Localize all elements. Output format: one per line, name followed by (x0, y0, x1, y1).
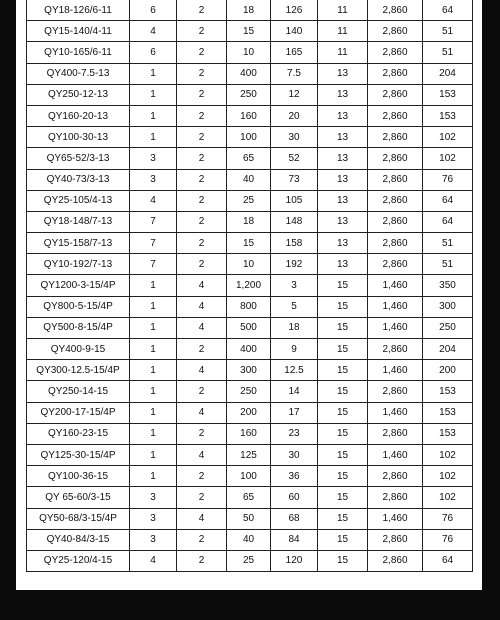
cell-outlet: 51 (423, 42, 473, 63)
cell-head: 165 (271, 42, 318, 63)
table-row (27, 254, 473, 275)
cell-power: 13 (318, 127, 368, 148)
cell-speed: 1,460 (368, 508, 423, 529)
cell-stages: 3 (130, 169, 177, 190)
cell-model: QY25-105/4-13 (27, 190, 130, 211)
table-row (27, 339, 473, 360)
table-row (27, 529, 473, 550)
cell-stages: 1 (130, 296, 177, 317)
cell-flow: 500 (227, 317, 271, 338)
table-row (27, 169, 473, 190)
cell-poles: 2 (177, 21, 227, 42)
cell-poles: 2 (177, 105, 227, 126)
cell-speed: 2,860 (368, 84, 423, 105)
cell-outlet: 76 (423, 529, 473, 550)
cell-power: 15 (318, 360, 368, 381)
bottom-background (0, 590, 500, 620)
cell-stages: 1 (130, 381, 177, 402)
cell-head: 3 (271, 275, 318, 296)
cell-head: 158 (271, 233, 318, 254)
cell-power: 11 (318, 42, 368, 63)
cell-speed: 2,860 (368, 529, 423, 550)
table-row (27, 275, 473, 296)
cell-outlet: 102 (423, 444, 473, 465)
cell-head: 84 (271, 529, 318, 550)
cell-outlet: 51 (423, 233, 473, 254)
cell-speed: 2,860 (368, 63, 423, 84)
cell-outlet: 76 (423, 508, 473, 529)
cell-flow: 800 (227, 296, 271, 317)
cell-power: 13 (318, 254, 368, 275)
cell-stages: 4 (130, 190, 177, 211)
cell-flow: 250 (227, 84, 271, 105)
cell-poles: 2 (177, 466, 227, 487)
cell-stages: 1 (130, 466, 177, 487)
cell-poles: 2 (177, 169, 227, 190)
table-row (27, 402, 473, 423)
cell-outlet: 204 (423, 339, 473, 360)
cell-head: 52 (271, 148, 318, 169)
cell-flow: 50 (227, 508, 271, 529)
cell-outlet: 51 (423, 21, 473, 42)
cell-power: 15 (318, 423, 368, 444)
cell-power: 15 (318, 296, 368, 317)
cell-power: 13 (318, 84, 368, 105)
table-row (27, 0, 473, 21)
table-row (27, 508, 473, 529)
cell-speed: 2,860 (368, 233, 423, 254)
cell-flow: 15 (227, 233, 271, 254)
cell-outlet: 64 (423, 190, 473, 211)
cell-head: 30 (271, 444, 318, 465)
cell-speed: 2,860 (368, 211, 423, 232)
cell-power: 15 (318, 317, 368, 338)
cell-model: QY250-12-13 (27, 84, 130, 105)
cell-head: 120 (271, 550, 318, 571)
cell-power: 11 (318, 21, 368, 42)
cell-head: 9 (271, 339, 318, 360)
cell-outlet: 76 (423, 169, 473, 190)
table-row (27, 63, 473, 84)
cell-model: QY400-7.5-13 (27, 63, 130, 84)
cell-model: QY300-12.5-15/4P (27, 360, 130, 381)
table-row (27, 148, 473, 169)
cell-poles: 2 (177, 550, 227, 571)
cell-power: 13 (318, 63, 368, 84)
cell-model: QY40-73/3-13 (27, 169, 130, 190)
cell-stages: 7 (130, 254, 177, 275)
cell-head: 23 (271, 423, 318, 444)
cell-outlet: 200 (423, 360, 473, 381)
cell-outlet: 102 (423, 487, 473, 508)
cell-model: QY100-36-15 (27, 466, 130, 487)
cell-flow: 200 (227, 402, 271, 423)
cell-poles: 4 (177, 317, 227, 338)
cell-head: 18 (271, 317, 318, 338)
cell-power: 13 (318, 190, 368, 211)
cell-stages: 7 (130, 211, 177, 232)
cell-head: 192 (271, 254, 318, 275)
cell-speed: 2,860 (368, 21, 423, 42)
cell-power: 15 (318, 466, 368, 487)
cell-outlet: 64 (423, 550, 473, 571)
table-row (27, 190, 473, 211)
cell-speed: 2,860 (368, 487, 423, 508)
table-row (27, 127, 473, 148)
cell-model: QY1200-3-15/4P (27, 275, 130, 296)
cell-outlet: 51 (423, 254, 473, 275)
table-row (27, 444, 473, 465)
cell-poles: 2 (177, 487, 227, 508)
cell-poles: 4 (177, 402, 227, 423)
cell-power: 15 (318, 275, 368, 296)
cell-speed: 2,860 (368, 190, 423, 211)
cell-model: QY160-23-15 (27, 423, 130, 444)
cell-speed: 2,860 (368, 339, 423, 360)
cell-model: QY500-8-15/4P (27, 317, 130, 338)
cell-model: QY25-120/4-15 (27, 550, 130, 571)
cell-head: 5 (271, 296, 318, 317)
table-row (27, 381, 473, 402)
cell-stages: 1 (130, 423, 177, 444)
cell-model: QY800-5-15/4P (27, 296, 130, 317)
cell-outlet: 102 (423, 127, 473, 148)
cell-poles: 2 (177, 381, 227, 402)
table-row (27, 21, 473, 42)
cell-poles: 2 (177, 233, 227, 254)
cell-speed: 2,860 (368, 423, 423, 444)
cell-poles: 4 (177, 508, 227, 529)
cell-head: 12.5 (271, 360, 318, 381)
cell-speed: 2,860 (368, 127, 423, 148)
cell-outlet: 102 (423, 148, 473, 169)
table-row (27, 487, 473, 508)
cell-head: 73 (271, 169, 318, 190)
cell-power: 11 (318, 0, 368, 21)
cell-head: 36 (271, 466, 318, 487)
cell-stages: 1 (130, 84, 177, 105)
cell-stages: 1 (130, 275, 177, 296)
cell-head: 20 (271, 105, 318, 126)
cell-power: 15 (318, 444, 368, 465)
table-row (27, 550, 473, 571)
cell-power: 13 (318, 169, 368, 190)
cell-outlet: 153 (423, 105, 473, 126)
cell-flow: 160 (227, 423, 271, 444)
cell-poles: 4 (177, 275, 227, 296)
cell-flow: 160 (227, 105, 271, 126)
cell-poles: 4 (177, 444, 227, 465)
cell-flow: 300 (227, 360, 271, 381)
cell-stages: 3 (130, 148, 177, 169)
cell-poles: 2 (177, 42, 227, 63)
cell-head: 148 (271, 211, 318, 232)
cell-head: 140 (271, 21, 318, 42)
cell-head: 30 (271, 127, 318, 148)
cell-stages: 1 (130, 402, 177, 423)
cell-head: 68 (271, 508, 318, 529)
cell-stages: 1 (130, 360, 177, 381)
cell-poles: 2 (177, 211, 227, 232)
cell-outlet: 250 (423, 317, 473, 338)
cell-speed: 1,460 (368, 275, 423, 296)
cell-outlet: 102 (423, 466, 473, 487)
cell-outlet: 153 (423, 381, 473, 402)
cell-head: 14 (271, 381, 318, 402)
cell-model: QY160-20-13 (27, 105, 130, 126)
cell-head: 60 (271, 487, 318, 508)
table-row (27, 42, 473, 63)
cell-poles: 2 (177, 127, 227, 148)
table-row (27, 84, 473, 105)
cell-poles: 2 (177, 529, 227, 550)
cell-stages: 1 (130, 444, 177, 465)
cell-flow: 1,200 (227, 275, 271, 296)
cell-head: 12 (271, 84, 318, 105)
cell-flow: 10 (227, 254, 271, 275)
table-row (27, 211, 473, 232)
cell-model: QY65-52/3-13 (27, 148, 130, 169)
cell-model: QY15-158/7-13 (27, 233, 130, 254)
cell-flow: 250 (227, 381, 271, 402)
cell-model: QY100-30-13 (27, 127, 130, 148)
cell-power: 15 (318, 339, 368, 360)
cell-speed: 2,860 (368, 254, 423, 275)
cell-power: 15 (318, 381, 368, 402)
cell-outlet: 300 (423, 296, 473, 317)
cell-flow: 125 (227, 444, 271, 465)
cell-outlet: 350 (423, 275, 473, 296)
cell-poles: 4 (177, 296, 227, 317)
cell-speed: 1,460 (368, 317, 423, 338)
table-row (27, 296, 473, 317)
cell-stages: 4 (130, 21, 177, 42)
cell-outlet: 204 (423, 63, 473, 84)
cell-outlet: 64 (423, 211, 473, 232)
cell-flow: 40 (227, 169, 271, 190)
cell-power: 15 (318, 508, 368, 529)
cell-model: QY10-192/7-13 (27, 254, 130, 275)
spec-sheet (16, 0, 482, 590)
cell-stages: 4 (130, 550, 177, 571)
pump-spec-table (26, 0, 473, 572)
table-row (27, 360, 473, 381)
cell-flow: 400 (227, 63, 271, 84)
cell-outlet: 64 (423, 0, 473, 21)
cell-model: QY40-84/3-15 (27, 529, 130, 550)
cell-flow: 10 (227, 42, 271, 63)
cell-speed: 2,860 (368, 105, 423, 126)
cell-outlet: 153 (423, 423, 473, 444)
cell-power: 15 (318, 402, 368, 423)
cell-speed: 1,460 (368, 402, 423, 423)
cell-model: QY 65-60/3-15 (27, 487, 130, 508)
cell-speed: 2,860 (368, 42, 423, 63)
cell-speed: 2,860 (368, 169, 423, 190)
cell-poles: 2 (177, 63, 227, 84)
cell-power: 15 (318, 487, 368, 508)
cell-poles: 2 (177, 254, 227, 275)
cell-flow: 100 (227, 466, 271, 487)
cell-stages: 3 (130, 508, 177, 529)
cell-speed: 2,860 (368, 148, 423, 169)
cell-flow: 65 (227, 148, 271, 169)
cell-model: QY125-30-15/4P (27, 444, 130, 465)
cell-model: QY50-68/3-15/4P (27, 508, 130, 529)
table-row (27, 317, 473, 338)
cell-power: 13 (318, 148, 368, 169)
cell-flow: 15 (227, 21, 271, 42)
cell-power: 15 (318, 550, 368, 571)
cell-poles: 2 (177, 84, 227, 105)
cell-flow: 25 (227, 190, 271, 211)
cell-head: 7.5 (271, 63, 318, 84)
cell-power: 13 (318, 233, 368, 254)
cell-flow: 65 (227, 487, 271, 508)
cell-stages: 1 (130, 63, 177, 84)
table-row (27, 423, 473, 444)
cell-flow: 18 (227, 0, 271, 21)
cell-flow: 40 (227, 529, 271, 550)
cell-power: 15 (318, 529, 368, 550)
cell-model: QY250-14-15 (27, 381, 130, 402)
cell-power: 13 (318, 105, 368, 126)
cell-stages: 6 (130, 42, 177, 63)
cell-poles: 2 (177, 190, 227, 211)
table-row (27, 466, 473, 487)
cell-flow: 400 (227, 339, 271, 360)
cell-stages: 1 (130, 339, 177, 360)
cell-speed: 2,860 (368, 466, 423, 487)
cell-speed: 1,460 (368, 360, 423, 381)
cell-head: 126 (271, 0, 318, 21)
table-row (27, 233, 473, 254)
cell-flow: 100 (227, 127, 271, 148)
cell-poles: 2 (177, 148, 227, 169)
cell-outlet: 153 (423, 84, 473, 105)
cell-model: QY18-148/7-13 (27, 211, 130, 232)
cell-speed: 2,860 (368, 550, 423, 571)
cell-model: QY18-126/6-11 (27, 0, 130, 21)
cell-speed: 1,460 (368, 296, 423, 317)
cell-stages: 1 (130, 127, 177, 148)
cell-speed: 2,860 (368, 381, 423, 402)
cell-stages: 1 (130, 317, 177, 338)
cell-power: 13 (318, 211, 368, 232)
cell-model: QY200-17-15/4P (27, 402, 130, 423)
cell-poles: 2 (177, 423, 227, 444)
cell-flow: 25 (227, 550, 271, 571)
cell-head: 105 (271, 190, 318, 211)
table-body (27, 0, 473, 572)
cell-flow: 18 (227, 211, 271, 232)
cell-stages: 3 (130, 529, 177, 550)
cell-poles: 2 (177, 0, 227, 21)
cell-outlet: 153 (423, 402, 473, 423)
cell-head: 17 (271, 402, 318, 423)
cell-stages: 1 (130, 105, 177, 126)
cell-stages: 7 (130, 233, 177, 254)
cell-poles: 2 (177, 339, 227, 360)
cell-speed: 1,460 (368, 444, 423, 465)
cell-speed: 2,860 (368, 0, 423, 21)
cell-stages: 3 (130, 487, 177, 508)
cell-model: QY10-165/6-11 (27, 42, 130, 63)
cell-model: QY400-9-15 (27, 339, 130, 360)
cell-stages: 6 (130, 0, 177, 21)
cell-poles: 4 (177, 360, 227, 381)
table-row (27, 105, 473, 126)
cell-model: QY15-140/4-11 (27, 21, 130, 42)
